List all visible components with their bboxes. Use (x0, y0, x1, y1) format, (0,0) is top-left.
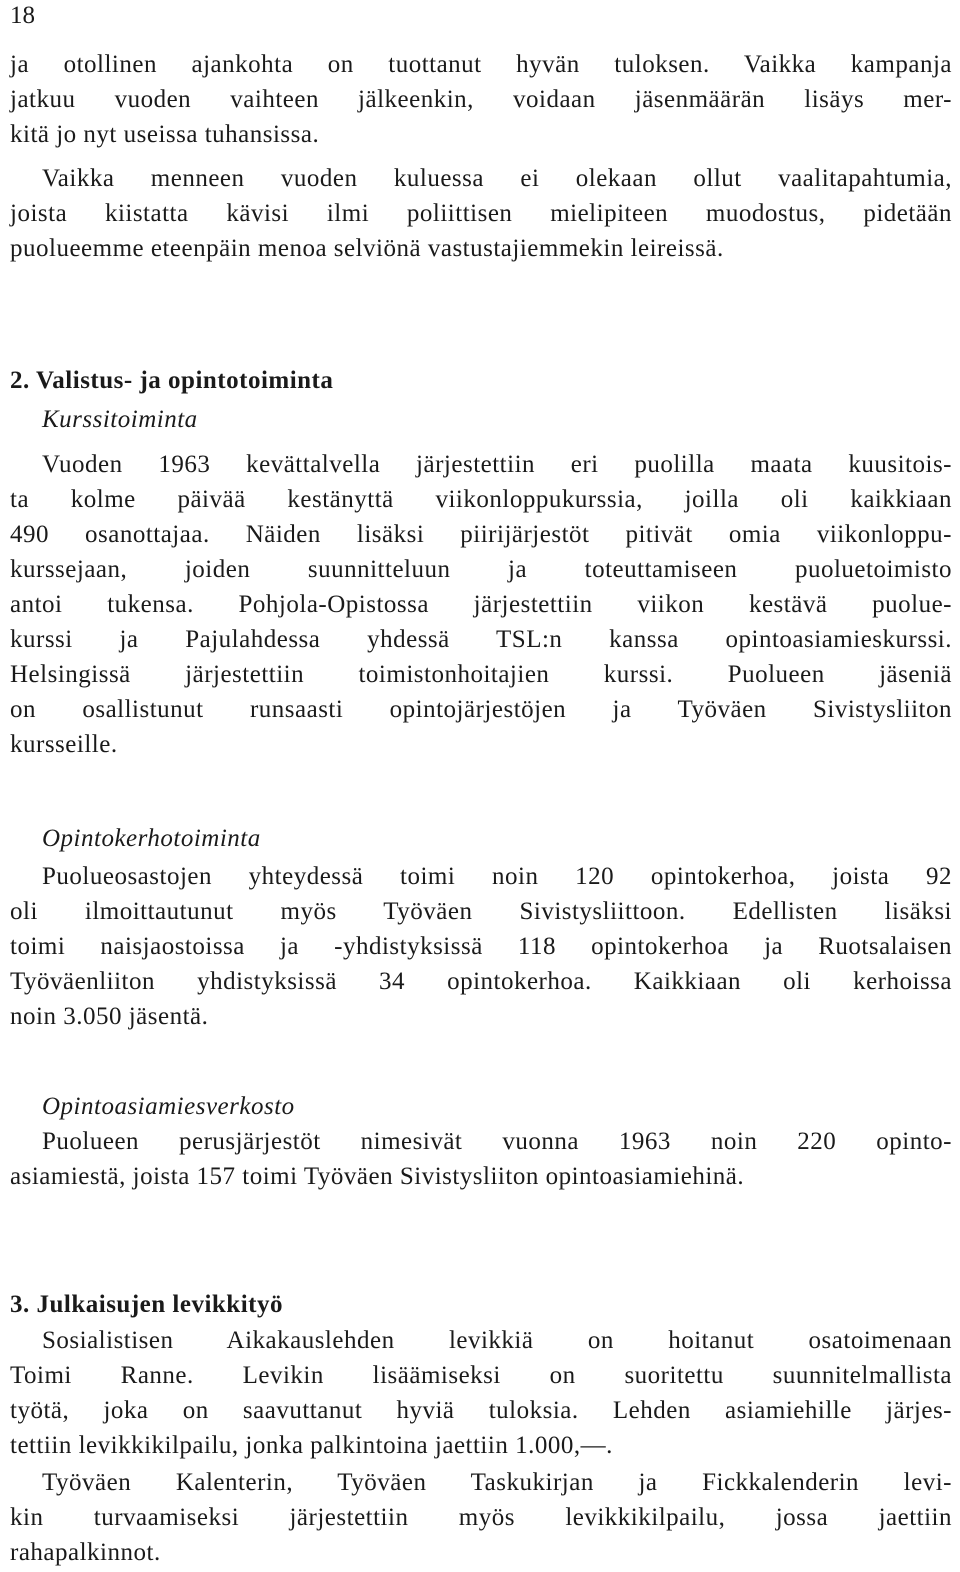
text-line: noin 3.050 jäsentä. (10, 1003, 209, 1030)
text-line: Vaikka menneen vuoden kuluessa ei olekaan ollut vaalitapahtumia, (42, 165, 952, 192)
text-line: asiamiestä, joista 157 toimi Työväen Sivistysliiton opintoasiamiehinä. (10, 1163, 745, 1190)
subsection-title: Opintokerhotoiminta (42, 825, 261, 852)
text-line: puolueemme eteenpäin menoa selviönä vastustajiemmekin leireissä. (10, 235, 724, 262)
text-line: jatkuu vuoden vaihteen jälkeenkin, voidaan jäsenmäärän lisäys mer- (10, 86, 952, 113)
subsection-title: Opintoasiamiesverkosto (42, 1093, 295, 1120)
text-line: antoi tukensa. Pohjola-Opistossa järjestettiin viikon kestävä puolue- (10, 591, 952, 618)
text-line: ja otollinen ajankohta on tuottanut hyvän tuloksen. Vaikka kampanja (10, 51, 952, 78)
section-heading: 3. Julkaisujen levikkityö (10, 1291, 283, 1318)
section-heading: 2. Valistus- ja opintotoiminta (10, 367, 334, 394)
text-line: on osallistunut runsaasti opintojärjestöjen ja Työväen Sivistysliiton (10, 696, 952, 723)
text-line: Vuoden 1963 kevättalvella järjestettiin eri puolilla maata kuusitois- (42, 451, 952, 478)
text-line: tettiin levikkikilpailu, jonka palkintoina jaettiin 1.000,—. (10, 1432, 613, 1459)
text-line: kitä jo nyt useissa tuhansissa. (10, 121, 320, 148)
text-line: Sosialistisen Aikakauslehden levikkiä on hoitanut osatoimenaan (42, 1327, 952, 1354)
text-line: toimi naisjaostoissa ja -yhdistyksissä 118 opintokerhoa ja Ruotsalaisen (10, 933, 952, 960)
text-line: ta kolme päivää kestänyttä viikonloppukurssia, joilla oli kaikkiaan (10, 486, 952, 513)
text-line: kursseille. (10, 731, 118, 758)
text-line: 490 osanottajaa. Näiden lisäksi piirijärjestöt pitivät omia viikonloppu- (10, 521, 952, 548)
text-line: kurssejaan, joiden suunnitteluun ja toteuttamiseen puoluetoimisto (10, 556, 952, 583)
text-line: Työväen Kalenterin, Työväen Taskukirjan ja Fickkalenderin levi- (42, 1469, 952, 1496)
text-line: rahapalkinnot. (10, 1539, 161, 1566)
text-line: Toimi Ranne. Levikin lisäämiseksi on suoritettu suunnitelmallista (10, 1362, 952, 1389)
text-line: kurssi ja Pajulahdessa yhdessä TSL:n kanssa opintoasiamieskurssi. (10, 626, 952, 653)
text-line: oli ilmoittautunut myös Työväen Sivistysliittoon. Edellisten lisäksi (10, 898, 952, 925)
subsection-title: Kurssitoiminta (42, 406, 198, 433)
text-line: Puolueosastojen yhteydessä toimi noin 120 opintokerhoa, joista 92 (42, 863, 952, 890)
page-number: 18 (10, 2, 35, 29)
text-line: kin turvaamiseksi järjestettiin myös levikkikilpailu, jossa jaettiin (10, 1504, 952, 1531)
text-line: Helsingissä järjestettiin toimistonhoitajien kurssi. Puolueen jäseniä (10, 661, 952, 688)
text-line: Puolueen perusjärjestöt nimesivät vuonna 1963 noin 220 opinto- (42, 1128, 952, 1155)
text-line: joista kiistatta kävisi ilmi poliittisen mielipiteen muodostus, pidetään (10, 200, 952, 227)
text-line: Työväenliiton yhdistyksissä 34 opintokerhoa. Kaikkiaan oli kerhoissa (10, 968, 952, 995)
text-line: työtä, joka on saavuttanut hyviä tuloksia. Lehden asiamiehille järjes- (10, 1397, 952, 1424)
